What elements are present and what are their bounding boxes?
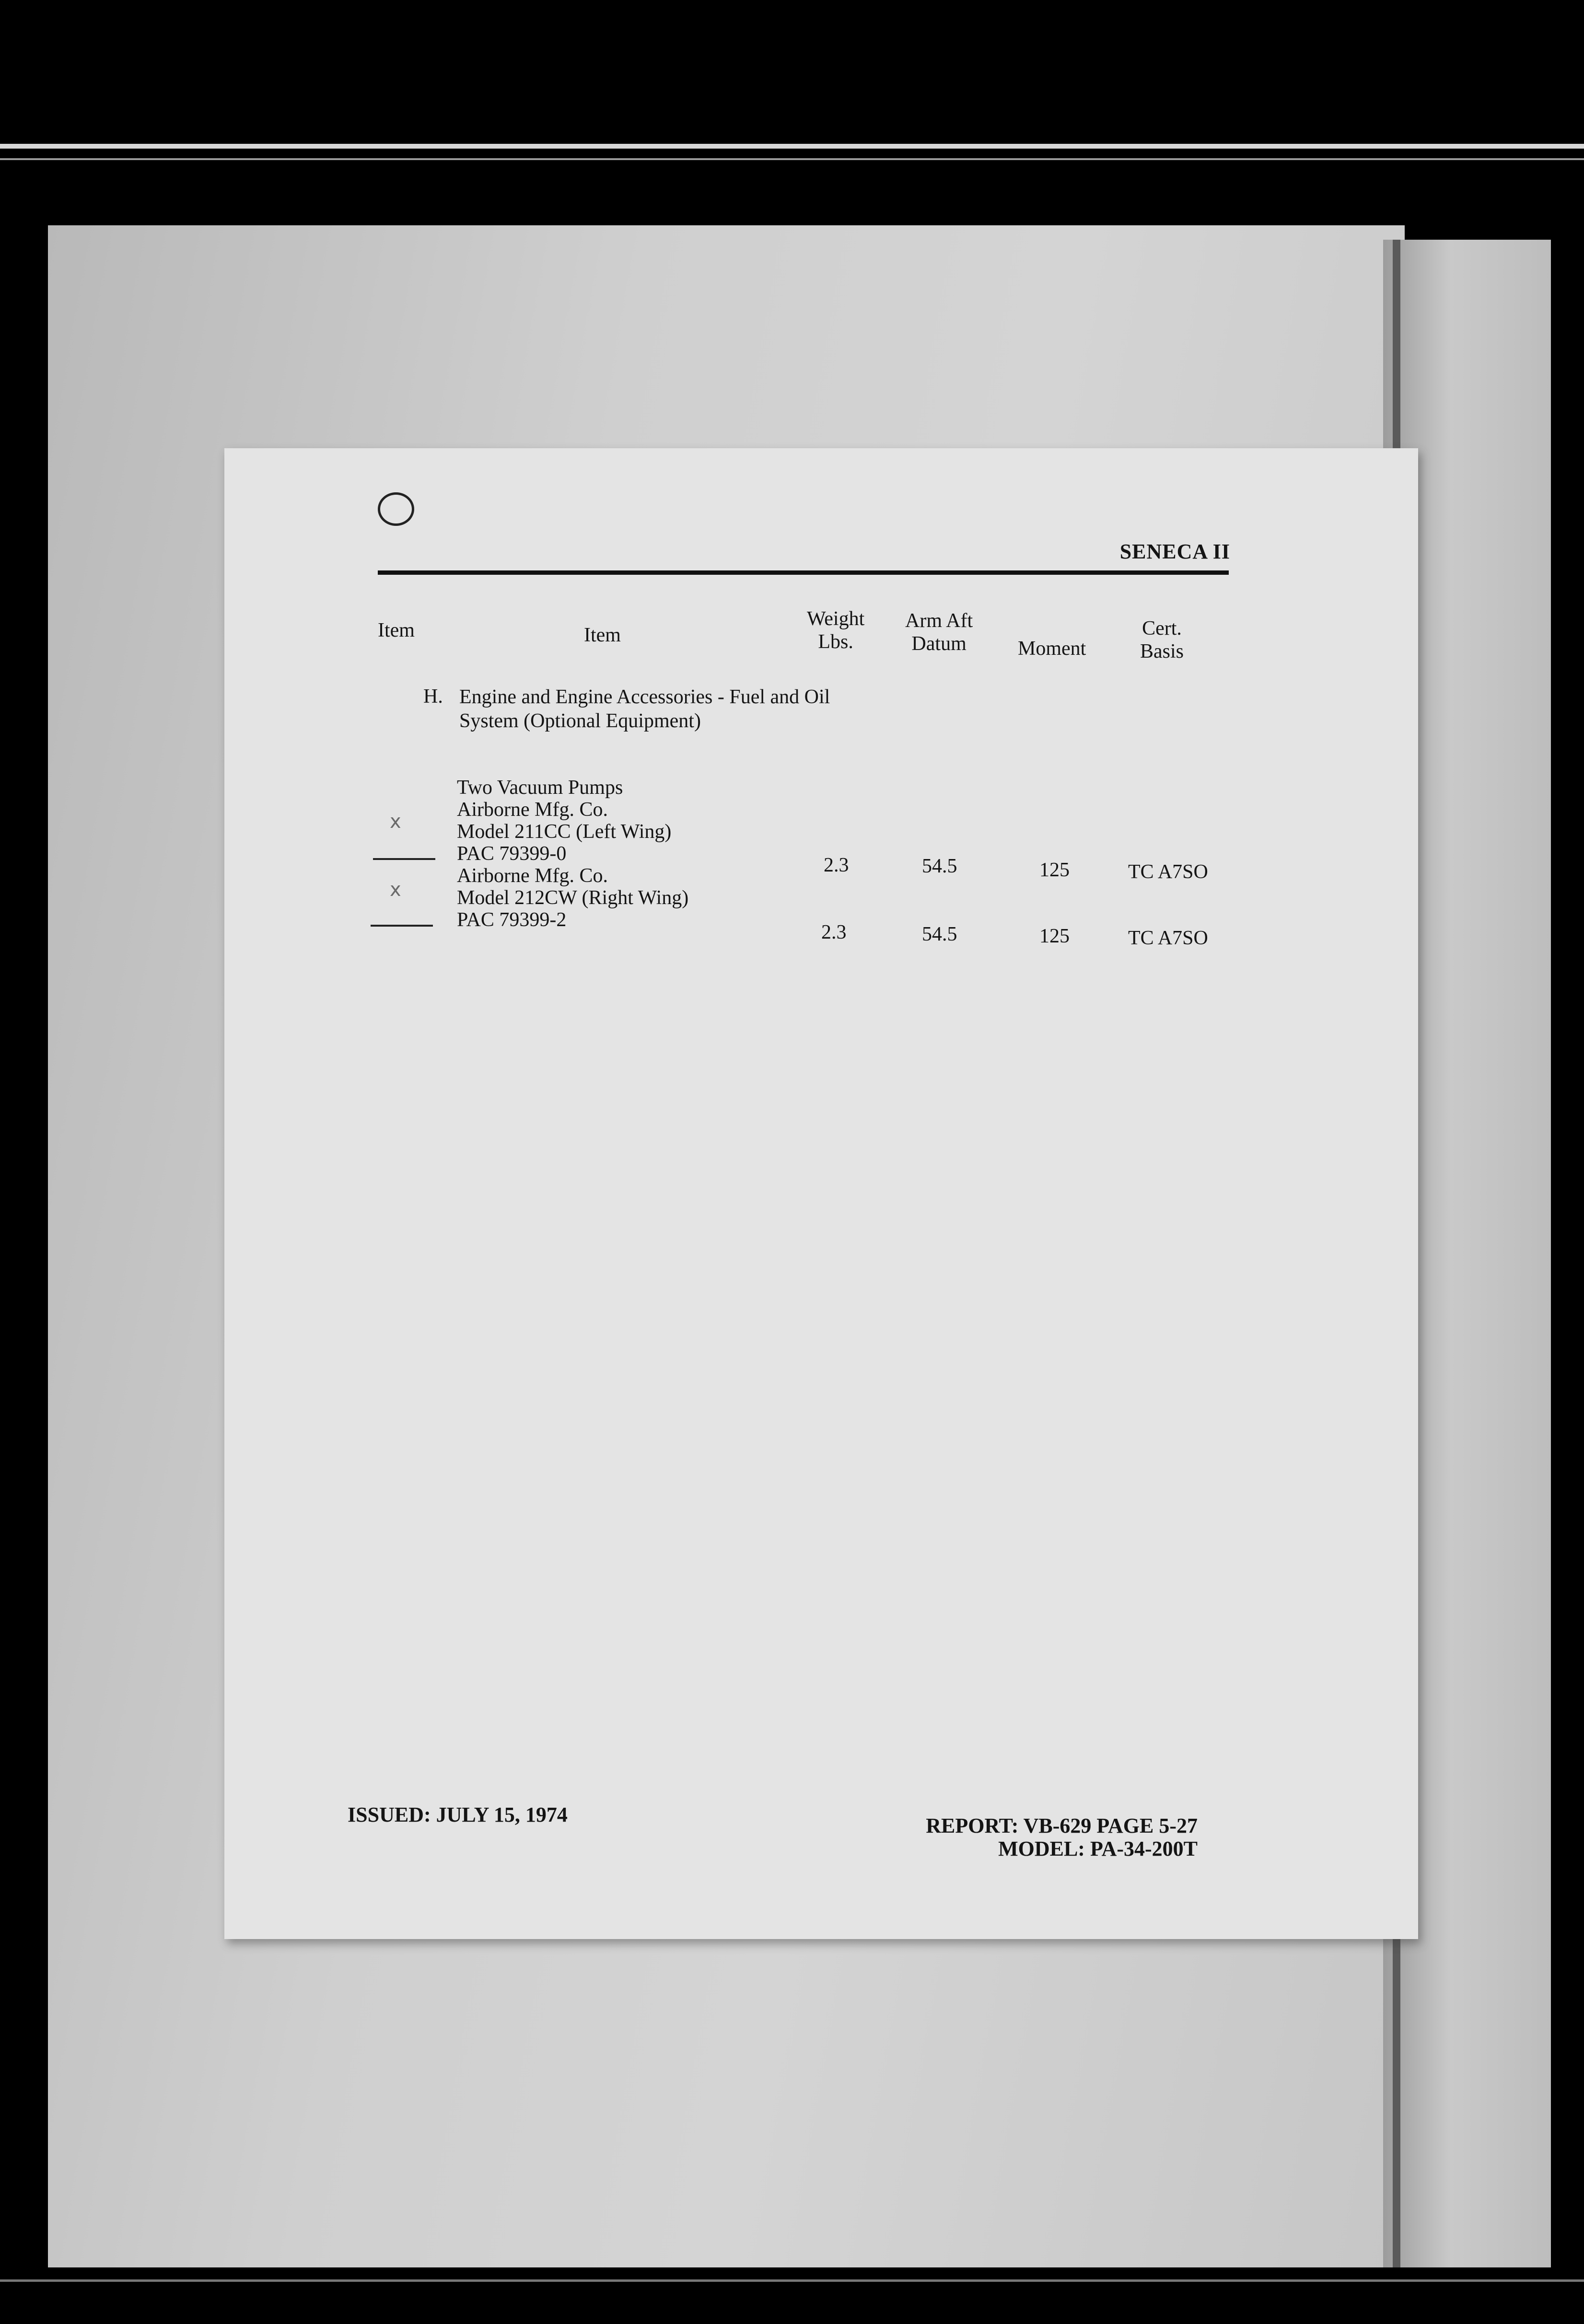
- punch-hole: [378, 492, 414, 526]
- footer-report-block: [926, 1814, 1198, 1860]
- entry-cert: TC A7SO: [1128, 861, 1208, 883]
- check-mark-icon: x: [390, 879, 401, 901]
- section-letter: H.: [423, 686, 443, 708]
- footer-issued: ISSUED: JULY 15, 1974: [348, 1803, 568, 1826]
- column-header-arm: Arm Aft Datum: [905, 610, 973, 655]
- column-header-weight: Weight Lbs.: [807, 608, 865, 653]
- film-edge-line: [0, 144, 1584, 149]
- check-mark-icon: x: [390, 811, 401, 833]
- column-header-moment: Moment: [1018, 638, 1086, 660]
- check-blank-line: [373, 858, 435, 860]
- column-header-item: Item: [584, 624, 621, 646]
- film-edge-line: [0, 158, 1584, 160]
- entry-moment: 125: [1039, 925, 1070, 947]
- entry-line: Airborne Mfg. Co.: [457, 799, 608, 821]
- footer-model: MODEL: PA-34-200T: [998, 1837, 1198, 1860]
- document-page: [224, 448, 1418, 1939]
- entry-line: Airborne Mfg. Co.: [457, 865, 608, 887]
- column-header-item-mark: Item: [378, 619, 415, 641]
- section-title: Engine and Engine Accessories - Fuel and Oil System (Optional Equipment): [459, 686, 830, 732]
- entry-moment: 125: [1039, 859, 1070, 881]
- header-rule: [378, 570, 1229, 575]
- footer-report: REPORT: VB-629 PAGE 5-27: [926, 1814, 1198, 1837]
- entry-weight: 2.3: [821, 921, 847, 943]
- entry-line: Model 212CW (Right Wing): [457, 887, 689, 909]
- entry-arm: 54.5: [922, 855, 957, 877]
- entry-weight: 2.3: [824, 854, 849, 876]
- entry-line: Model 211CC (Left Wing): [457, 821, 672, 843]
- entry-line: PAC 79399-2: [457, 909, 567, 931]
- column-header-cert: Cert. Basis: [1140, 617, 1184, 662]
- film-edge-line: [0, 2279, 1584, 2282]
- entry-arm: 54.5: [922, 923, 957, 945]
- entry-line: Two Vacuum Pumps: [457, 777, 623, 799]
- entry-line: PAC 79399-0: [457, 843, 567, 865]
- check-blank-line: [371, 925, 433, 927]
- header-title: SENECA II: [1119, 540, 1230, 563]
- entry-cert: TC A7SO: [1128, 927, 1208, 949]
